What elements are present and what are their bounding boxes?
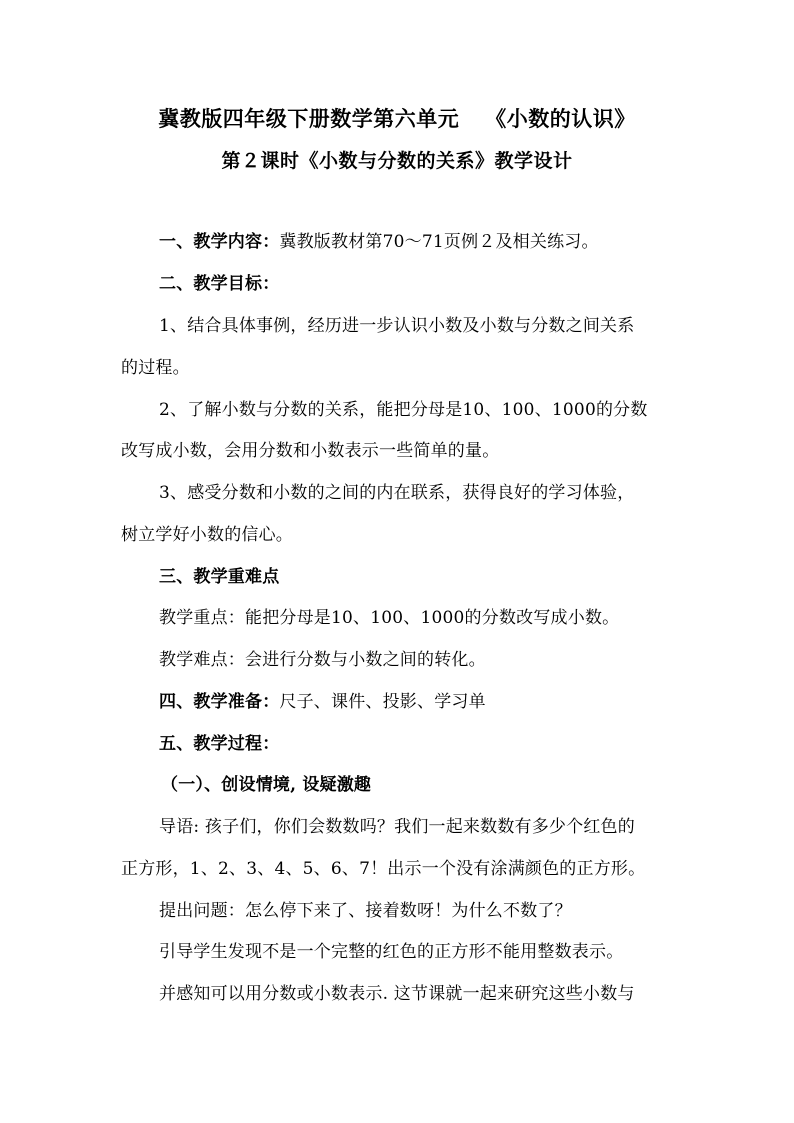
goal-1-line-2: 的过程。 <box>121 358 190 378</box>
goal-3-line-1: 3、感受分数和小数的之间的内在联系，获得良好的学习体验， <box>159 483 635 503</box>
title-unit: 冀教版四年级下册数学第六单元 <box>158 106 460 131</box>
teaching-focus: 教学重点：能把分母是10、100、1000的分数改写成小数。 <box>159 608 620 628</box>
section-key-points-heading: 三、教学重难点 <box>159 567 280 587</box>
section-preparation-label: 四、教学准备： <box>159 692 280 712</box>
goal-2-line-2: 改写成小数，会用分数和小数表示一些简单的量。 <box>121 441 500 461</box>
subsection-heading: （一）、创设情境, 设疑激趣 <box>161 775 372 795</box>
goal-2-line-1: 2、了解小数与分数的关系，能把分母是10、100、1000的分数 <box>159 400 648 420</box>
section-preparation-text: 尺子、课件、投影、学习单 <box>279 692 486 712</box>
section-goals-heading: 二、教学目标： <box>159 274 280 294</box>
title-topic: 《小数的认识》 <box>485 106 636 131</box>
goal-3-line-2: 树立学好小数的信心。 <box>121 525 293 545</box>
paragraph-3-line-2: 并感知可以用分数或小数表示. 这节课就一起来研究这些小数与 <box>159 984 635 1004</box>
paragraph-1-line-2: 正方形，1、2、3、4、5、6、7！出示一个没有涂满颜色的正方形。 <box>121 859 646 879</box>
paragraph-2: 提出问题：怎么停下来了、接着数呀！为什么不数了？ <box>159 901 572 921</box>
teaching-difficulty: 教学难点：会进行分数与小数之间的转化。 <box>159 650 486 670</box>
paragraph-1-line-1: 导语: 孩子们，你们会数数吗？我们一起来数数有多少个红色的 <box>159 817 635 837</box>
section-preparation <box>121 690 719 714</box>
goal-1-line-1: 1、结合具体事例，经历进一步认识小数及小数与分数之间关系 <box>159 316 635 336</box>
section-content <box>121 230 719 254</box>
section-process-heading: 五、教学过程： <box>159 734 280 754</box>
document-title <box>0 103 794 133</box>
paragraph-3-line-1: 引导学生发现不是一个完整的红色的正方形不能用整数表示。 <box>159 942 624 962</box>
section-content-label: 一、教学内容： <box>159 232 280 252</box>
document-subtitle: 第２课时《小数与分数的关系》教学设计 <box>221 150 573 172</box>
section-content-text: 冀教版教材第70～71页例２及相关练习。 <box>279 232 599 252</box>
